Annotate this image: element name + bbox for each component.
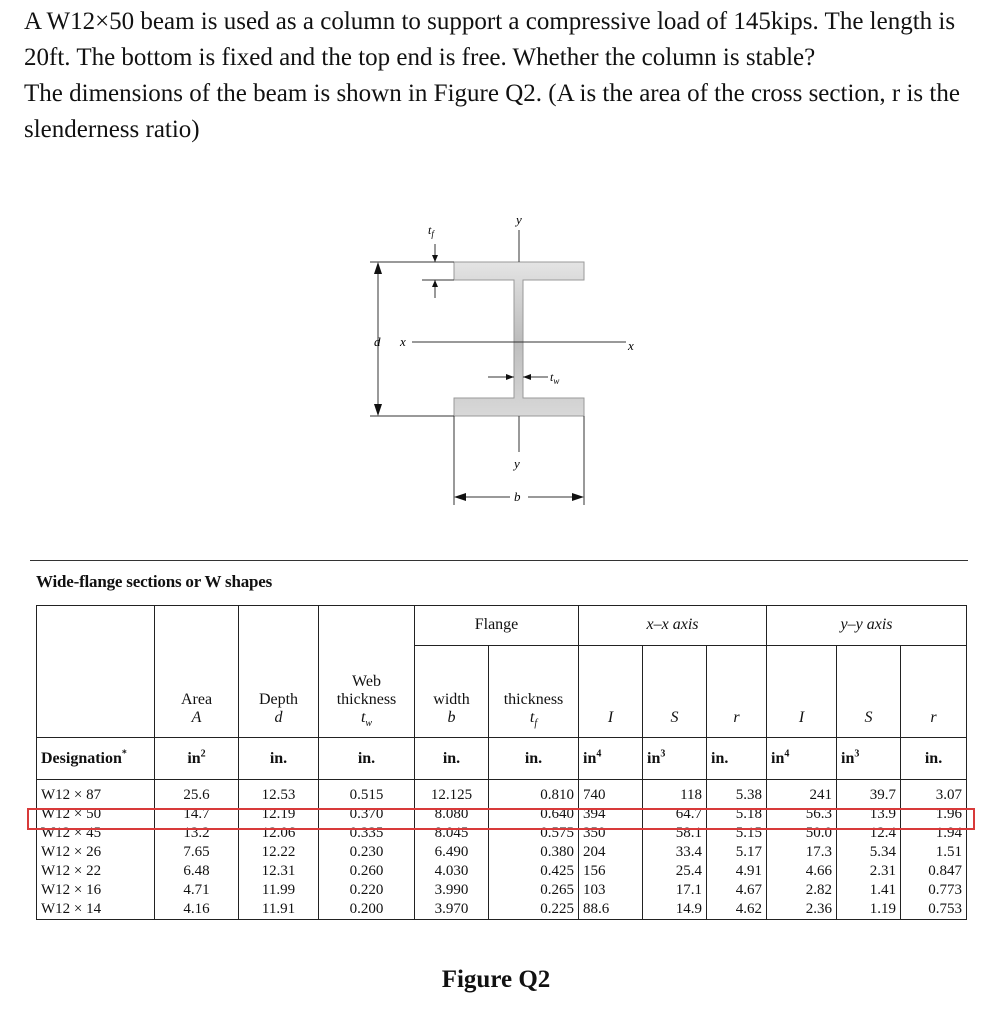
cell-ry: 0.847 [901, 862, 967, 881]
cell-iy: 50.0 [767, 824, 837, 843]
cell-rx: 5.38 [707, 786, 767, 805]
cell-iy: 17.3 [767, 843, 837, 862]
cell-ix: 394 [579, 805, 643, 824]
cell-sy: 13.9 [837, 805, 901, 824]
cell-iy: 2.36 [767, 900, 837, 920]
cell-sy: 5.34 [837, 843, 901, 862]
cell-a: 4.16 [155, 900, 239, 920]
cell-tw: 0.370 [319, 805, 415, 824]
cell-des: W12 × 26 [37, 843, 155, 862]
ix-unit: $in^4$ [579, 738, 643, 780]
cell-tf: 0.640 [489, 805, 579, 824]
cell-sx: 118 [643, 786, 707, 805]
cell-a: 4.71 [155, 881, 239, 900]
cell-des: W12 × 14 [37, 900, 155, 920]
ix-header: I [579, 646, 643, 738]
cell-des: W12 × 22 [37, 862, 155, 881]
cell-sy: 12.4 [837, 824, 901, 843]
cell-ry: 1.51 [901, 843, 967, 862]
cell-des: W12 × 87 [37, 786, 155, 805]
cell-des: W12 × 45 [37, 824, 155, 843]
question-text [24, 4, 974, 148]
cell-b: 6.490 [415, 843, 489, 862]
cell-rx: 5.17 [707, 843, 767, 862]
wide-flange-table [36, 605, 967, 920]
cell-d: 12.53 [239, 786, 319, 805]
cell-d: 12.22 [239, 843, 319, 862]
cell-ry: 1.94 [901, 824, 967, 843]
cell-b: 8.080 [415, 805, 489, 824]
cell-d: 11.91 [239, 900, 319, 920]
xx-axis-group-header: x–x axis [579, 606, 767, 646]
cell-ix: 350 [579, 824, 643, 843]
cell-sx: 25.4 [643, 862, 707, 881]
sx-header: S [643, 646, 707, 738]
cell-b: 8.045 [415, 824, 489, 843]
cell-a: 25.6 [155, 786, 239, 805]
cell-ix: 740 [579, 786, 643, 805]
cell-iy: 4.66 [767, 862, 837, 881]
cell-b: 3.970 [415, 900, 489, 920]
cell-rx: 4.91 [707, 862, 767, 881]
cell-iy: 56.3 [767, 805, 837, 824]
cell-sx: 17.1 [643, 881, 707, 900]
cell-rx: 5.15 [707, 824, 767, 843]
cell-ix: 156 [579, 862, 643, 881]
cell-a: 14.7 [155, 805, 239, 824]
y-axis-label-top: y [516, 212, 522, 227]
cell-tf: 0.810 [489, 786, 579, 805]
table-row [37, 900, 967, 920]
cell-b: 3.990 [415, 881, 489, 900]
yy-axis-group-header: y–y axis [767, 606, 967, 646]
cell-a: 7.65 [155, 843, 239, 862]
table-row [37, 843, 967, 862]
web-thickness-header: Web thickness $t_w$ [319, 646, 415, 738]
table-title: Wide-flange sections or W shapes [36, 572, 273, 591]
area-unit: $in^2$ [155, 738, 239, 780]
x-axis-label-left: x [400, 334, 406, 349]
cell-b: 12.125 [415, 786, 489, 805]
question-paragraph-1: A W12×50 beam is used as a column to support a compressive load of 145kips. The length is 20ft. The bottom is fixed and the top end is free. Whether the column is stable? [24, 8, 956, 71]
flange-thickness-label: $t_f$ [428, 223, 434, 239]
cell-rx: 4.62 [707, 900, 767, 920]
cell-ry: 0.753 [901, 900, 967, 920]
area-header: Area A [155, 646, 239, 738]
cell-tf: 0.425 [489, 862, 579, 881]
cell-ry: 3.07 [901, 786, 967, 805]
table-row [37, 786, 967, 805]
sx-unit: $in^3$ [643, 738, 707, 780]
cell-ix: 103 [579, 881, 643, 900]
table-row [37, 824, 967, 843]
cell-tf: 0.225 [489, 900, 579, 920]
cell-d: 12.19 [239, 805, 319, 824]
cell-ry: 1.96 [901, 805, 967, 824]
y-axis-label-bottom: y [514, 456, 520, 471]
x-axis-label-right: x [628, 338, 634, 353]
flange-group-header: Flange [415, 606, 579, 646]
cell-des: W12 × 16 [37, 881, 155, 900]
cell-sy: 2.31 [837, 862, 901, 881]
depth-label: d [374, 334, 381, 349]
cell-sy: 1.19 [837, 900, 901, 920]
table-row [37, 862, 967, 881]
cell-ix: 88.6 [579, 900, 643, 920]
cell-iy: 241 [767, 786, 837, 805]
cell-rx: 5.18 [707, 805, 767, 824]
sy-header: S [837, 646, 901, 738]
cell-d: 11.99 [239, 881, 319, 900]
cell-sx: 58.1 [643, 824, 707, 843]
cell-d: 12.31 [239, 862, 319, 881]
figure-caption: Figure Q2 [441, 966, 551, 993]
cell-tw: 0.515 [319, 786, 415, 805]
web-unit: in. [319, 738, 415, 780]
sy-unit: $in^3$ [837, 738, 901, 780]
width-label: b [514, 489, 521, 504]
iy-header: I [767, 646, 837, 738]
rx-unit: in. [707, 738, 767, 780]
question-paragraph-2: The dimensions of the beam is shown in Figure Q2. (A is the area of the cross section, r is the slenderness ratio) [24, 80, 960, 143]
cell-iy: 2.82 [767, 881, 837, 900]
cell-tw: 0.220 [319, 881, 415, 900]
table-row [37, 881, 967, 900]
cell-sy: 1.41 [837, 881, 901, 900]
cell-rx: 4.67 [707, 881, 767, 900]
cell-tw: 0.260 [319, 862, 415, 881]
cell-sx: 14.9 [643, 900, 707, 920]
web-thickness-label: $t_w$ [550, 370, 560, 386]
cell-des: W12 × 50 [37, 805, 155, 824]
cell-tw: 0.335 [319, 824, 415, 843]
flange-thickness-header: thickness $t_f$ [489, 646, 579, 738]
cell-sx: 33.4 [643, 843, 707, 862]
cell-b: 4.030 [415, 862, 489, 881]
rx-header: r [707, 646, 767, 738]
cell-sx: 64.7 [643, 805, 707, 824]
table-top-rule [30, 560, 968, 561]
cell-tw: 0.230 [319, 843, 415, 862]
ry-unit: in. [901, 738, 967, 780]
cell-tw: 0.200 [319, 900, 415, 920]
width-unit: in. [415, 738, 489, 780]
cell-a: 13.2 [155, 824, 239, 843]
ry-header: r [901, 646, 967, 738]
table-row [37, 805, 967, 824]
depth-header: Depth d [239, 646, 319, 738]
cell-sy: 39.7 [837, 786, 901, 805]
cell-tf: 0.575 [489, 824, 579, 843]
cell-ry: 0.773 [901, 881, 967, 900]
i-beam-shape [454, 262, 584, 416]
cell-ix: 204 [579, 843, 643, 862]
cell-a: 6.48 [155, 862, 239, 881]
thickness-unit: in. [489, 738, 579, 780]
flange-width-header: width b [415, 646, 489, 738]
designation-header: Designation* [37, 738, 155, 780]
beam-cross-section-diagram [0, 200, 992, 520]
iy-unit: $in^4$ [767, 738, 837, 780]
depth-unit: in. [239, 738, 319, 780]
cell-tf: 0.265 [489, 881, 579, 900]
cell-d: 12.06 [239, 824, 319, 843]
cell-tf: 0.380 [489, 843, 579, 862]
